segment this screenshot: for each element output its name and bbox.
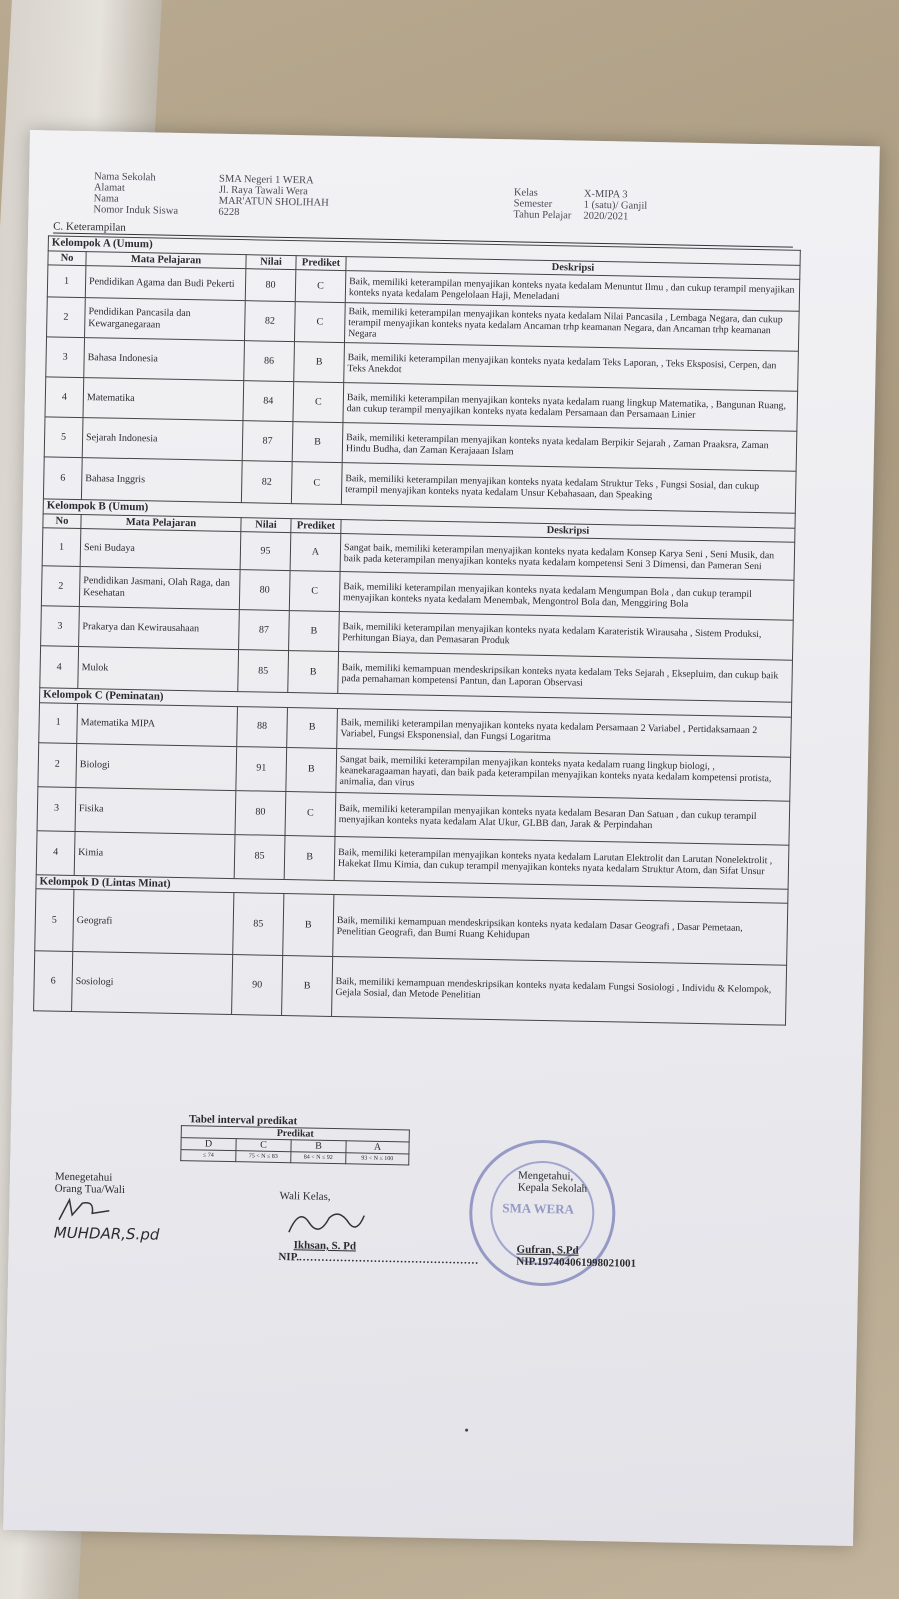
address-value: Jl. Raya Tawali Wera	[218, 184, 308, 198]
column-header-no: No	[43, 513, 81, 528]
cell-desc: Baik, memiliki keterampilan menyajikan konteks nyata kedalam Besaran Dan Satuan , dan cukup terampil menyajikan konteks nyata kedalam Alat Ukur, GLBB dan, Jarak & Perpindahan	[335, 792, 790, 845]
cell-nilai: 85	[234, 834, 285, 879]
predicate-interval-table	[180, 1113, 410, 1165]
cell-predikat: B	[288, 651, 339, 694]
cell-predikat: C	[293, 382, 344, 423]
parent-signature	[54, 1195, 125, 1226]
wali-label: Wali Kelas,	[279, 1189, 331, 1203]
cell-no: 4	[40, 646, 79, 689]
cell-predikat: B	[294, 342, 345, 383]
column-header-mapel: Mata Pelajaran	[81, 514, 241, 532]
parent-name: MUHDAR,S.pd	[53, 1223, 160, 1244]
cell-nilai: 80	[239, 570, 290, 611]
cell-mapel: Kimia	[74, 831, 235, 878]
cell-no: 3	[46, 337, 85, 378]
cell-desc: Baik, memiliki keterampilan menyajikan konteks nyata kedalam Struktur Teks , Fungsi Sosial, dan cukup terampil menyajikan konteks nyata kedalam Unsur Kebahasaan, dan Speaking	[341, 463, 796, 514]
group-title: Kelompok C (Peminatan)	[40, 688, 792, 717]
cell-no: 3	[37, 786, 76, 831]
cell-nilai: 88	[237, 706, 288, 747]
skills-grade-table	[33, 235, 801, 1025]
cell-predikat: C	[291, 462, 342, 505]
cell-no: 1	[39, 702, 78, 743]
cell-no: 5	[44, 417, 83, 458]
cell-no: 4	[45, 377, 84, 418]
cell-desc: Baik, memiliki kemampuan mendeskripsikan konteks nyata kedalam Dasar Geografi , Dasar Pemetaan, Penelitian Geografi, dan Bumi Ruang Kehidupan	[333, 894, 788, 965]
cell-predikat: C	[289, 571, 340, 612]
cell-predikat: B	[289, 611, 340, 652]
cell-nilai: 80	[245, 269, 296, 302]
cell-desc: Baik, memiliki keterampilan menyajikan konteks nyata kedalam Mengumpan Bola , dan cukup terampil menyajikan konteks nyata kedalam Menembak, Mengontrol Bola dan, Menggiring Bola	[339, 572, 794, 621]
cell-desc: Baik, memiliki kemampuan mendeskripsikan konteks nyata kedalam Teks Sejarah , Eksepluim, dan cukup baik pada pemahaman kompetensi Pantun, dan Laporan Observasi	[338, 652, 793, 703]
school-value: SMA Negeri 1 WERA	[218, 173, 314, 187]
interval-title: Tabel interval predikat	[188, 1113, 298, 1128]
cell-no: 4	[36, 830, 75, 875]
cell-predikat: C	[294, 302, 345, 343]
cell-mapel: Bahasa Inggris	[81, 458, 242, 503]
column-header-nilai: Nilai	[246, 254, 296, 269]
parent-signature-block	[54, 1171, 161, 1244]
grade-d: D	[181, 1138, 236, 1151]
cell-no: 6	[34, 951, 73, 1012]
cell-nilai: 82	[244, 301, 295, 342]
name-value: MAR'ATUN SHOLIHAH	[218, 195, 329, 209]
cell-desc: Baik, memiliki keterampilan menyajikan konteks nyata kedalam Teks Laporan, , Teks Eksposisi, Cerpen, dan Teks Anekdot	[344, 343, 799, 392]
cell-desc: Baik, memiliki keterampilan menyajikan konteks nyata kedalam Larutan Elektrolit dan Larutan Nonelektrolit , Hakekat Ilmu Kimia, dan cukup terampil menyajikan konteks nyata kedalam Struktur Atom, dan Sifat Unsur	[334, 836, 789, 889]
cell-mapel: Sejarah Indonesia	[82, 418, 243, 461]
cell-no: 2	[41, 566, 80, 607]
grade-a: A	[346, 1141, 409, 1154]
principal-signature-block	[516, 1170, 638, 1270]
cell-desc: Baik, memiliki keterampilan menyajikan konteks nyata kedalam Karateristik Wirausaha , Sistem Produksi, Perhitungan Biaya, dan Pemasaran Produk	[339, 612, 794, 661]
cell-predikat: C	[285, 791, 336, 836]
range-a: 93 < N ≤ 100	[346, 1153, 409, 1165]
class-value: X-MIPA 3	[583, 188, 628, 201]
cell-desc: Baik, memiliki keterampilan menyajikan konteks nyata kedalam ruang lingkup Matematika, , Bangunan Ruang, dan cukup terampil menyajikan konteks nyata kedalam Persamaan dan Persamaan Linier	[343, 383, 798, 432]
cell-mapel: Geografi	[73, 889, 234, 954]
cell-no: 3	[41, 606, 80, 647]
class-label: Kelas	[513, 187, 538, 199]
cell-mapel: Matematika MIPA	[77, 703, 238, 746]
grade-b: B	[291, 1140, 346, 1153]
cell-no: 6	[43, 457, 82, 500]
cell-desc: Sangat baik, memiliki keterampilan menyajikan konteks nyata kedalam Konsep Karya Seni , Seni Musik, dan baik pada keterampilan menyajikan konteks nyata kedalam kompetensi Seni 3 Dimensi, dan Pameran Seni	[340, 534, 795, 581]
cell-predikat: B	[292, 422, 343, 463]
range-d: ≤ 74	[181, 1150, 236, 1162]
cell-no: 1	[42, 528, 81, 567]
student-header	[93, 171, 794, 228]
cell-no: 2	[38, 742, 77, 787]
school-label: Nama Sekolah	[94, 171, 156, 184]
section-title: C. Keterampilan	[53, 220, 793, 247]
cell-nilai: 85	[233, 893, 284, 956]
cell-predikat: B	[284, 835, 335, 880]
range-b: 84 < N ≤ 92	[291, 1152, 346, 1164]
column-header-predikat: Prediket	[296, 255, 346, 270]
cell-nilai: 95	[240, 532, 291, 571]
principal-nip: NIP.197404061998021001	[516, 1255, 637, 1270]
wali-name: Ikhsan, S. Pd	[293, 1239, 357, 1253]
cell-nilai: 80	[235, 790, 286, 835]
cell-mapel: Mulok	[78, 647, 239, 692]
cell-mapel: Bahasa Indonesia	[84, 338, 245, 381]
cell-nilai: 90	[232, 955, 283, 1016]
cell-nilai: 87	[239, 610, 290, 651]
cell-predikat: B	[287, 707, 338, 748]
cell-no: 2	[47, 297, 86, 338]
cell-mapel: Fisika	[75, 787, 236, 834]
nis-label: Nomor Induk Siswa	[93, 204, 179, 217]
parent-label-1: Menegetahui	[54, 1170, 113, 1184]
column-header-no: No	[48, 250, 86, 265]
cell-mapel: Sosiologi	[72, 951, 233, 1014]
wali-nip-label: NIP.	[278, 1250, 300, 1264]
column-header-deskripsi: Deskripsi	[341, 519, 795, 542]
semester-value: 1 (satu)/ Ganjil	[583, 199, 648, 212]
name-label: Nama	[93, 193, 119, 205]
cell-mapel: Seni Budaya	[80, 529, 241, 570]
cell-no: 1	[47, 265, 86, 298]
group-title: Kelompok B (Umum)	[43, 499, 795, 528]
cell-mapel: Matematika	[83, 378, 244, 421]
cell-mapel: Pendidikan Jasmani, Olah Raga, dan Kesehatan	[79, 567, 240, 610]
cell-desc: Sangat baik, memiliki keterampilan menyajikan konteks nyata kedalam ruang lingkup biologi, , keanekaragaaman hayati, dan baik pada keterampilan menyajikan konteks nyata kedalam kompetensi protista, animalia, dan virus	[336, 748, 791, 801]
year-value: 2020/2021	[583, 210, 629, 223]
report-card-page	[3, 130, 880, 1546]
cell-mapel: Prakarya dan Kewirausahaan	[79, 607, 240, 650]
cell-predikat: B	[283, 894, 334, 957]
cell-no: 5	[35, 889, 74, 952]
cell-nilai: 91	[236, 746, 287, 791]
group-title: Kelompok D (Lintas Minat)	[36, 874, 788, 903]
year-label: Tahun Pelajar	[513, 209, 572, 222]
principal-label-2: Kepala Sekolah	[517, 1181, 588, 1195]
cell-predikat: A	[290, 533, 341, 572]
column-header-nilai: Nilai	[241, 517, 291, 532]
cell-predikat: B	[286, 747, 337, 792]
cell-desc: Baik, memiliki keterampilan menyajikan konteks nyata kedalam Nilai Pancasila , Lembaga Negara, dan cukup terampil menyajikan konteks nyata kedalam Ancaman trhp keamanan Negara, dan Ancaman trhp keamanan Negara	[344, 303, 799, 352]
nis-value: 6228	[218, 206, 240, 219]
cell-desc: Baik, memiliki keterampilan menyajikan konteks nyata kedalam Berpikir Sejarah , Zaman Praaksra, Zaman Hindu Budha, dan Zaman Kerajaaan Islam	[342, 423, 797, 472]
cell-nilai: 82	[241, 461, 292, 504]
stamp-text: SMA WERA	[502, 1200, 575, 1217]
column-header-mapel: Mata Pelajaran	[86, 251, 246, 269]
cell-nilai: 86	[244, 341, 295, 382]
cell-desc: Baik, memiliki keterampilan menyajikan konteks nyata kedalam Menuntut Ilmu , dan cukup terampil menyajikan konteks nyata kedalam Pengelolaan Haji, Meneladani	[345, 271, 800, 312]
group-title: Kelompok A (Umum)	[48, 236, 800, 265]
principal-name: Gufran, S.Pd	[516, 1243, 579, 1257]
column-header-deskripsi: Deskripsi	[346, 256, 800, 279]
address-label: Alamat	[93, 182, 125, 194]
cell-nilai: 87	[242, 421, 293, 462]
semester-label: Semester	[513, 198, 553, 211]
cell-mapel: Pendidikan Agama dan Budi Pekerti	[85, 266, 246, 301]
cell-mapel: Biologi	[76, 743, 237, 790]
interval-header: Predikat	[181, 1126, 409, 1142]
cell-predikat: B	[282, 956, 333, 1017]
range-c: 75 < N ≤ 83	[236, 1151, 291, 1163]
cell-desc: Baik, memiliki kemampuan mendeskripsikan konteks nyata kedalam Fungsi Sosiologi , Individu & Kelompok, Gejala Sosial, dan Metode Penelitian	[332, 956, 787, 1025]
cell-predikat: C	[295, 270, 346, 303]
principal-label-1: Mengetahui,	[517, 1169, 574, 1183]
parent-label-2: Orang Tua/Wali	[54, 1182, 126, 1197]
cell-mapel: Pendidikan Pancasila dan Kewarganegaraan	[85, 298, 246, 341]
cell-nilai: 85	[238, 650, 289, 693]
cell-desc: Baik, memiliki keterampilan menyajikan konteks nyata kedalam Persamaan 2 Variabel , Pertidaksamaan 2 Variabel, Fungsi Eksponensial, dan Fungsi Logaritma	[337, 708, 792, 757]
homeroom-signature-block: Wali Kelas, Ikhsan, S. Pd NIP.................................................	[278, 1189, 480, 1267]
grade-c: C	[236, 1139, 291, 1152]
wali-signature	[279, 1202, 370, 1244]
column-header-predikat: Prediket	[291, 518, 341, 533]
cell-nilai: 84	[243, 381, 294, 422]
